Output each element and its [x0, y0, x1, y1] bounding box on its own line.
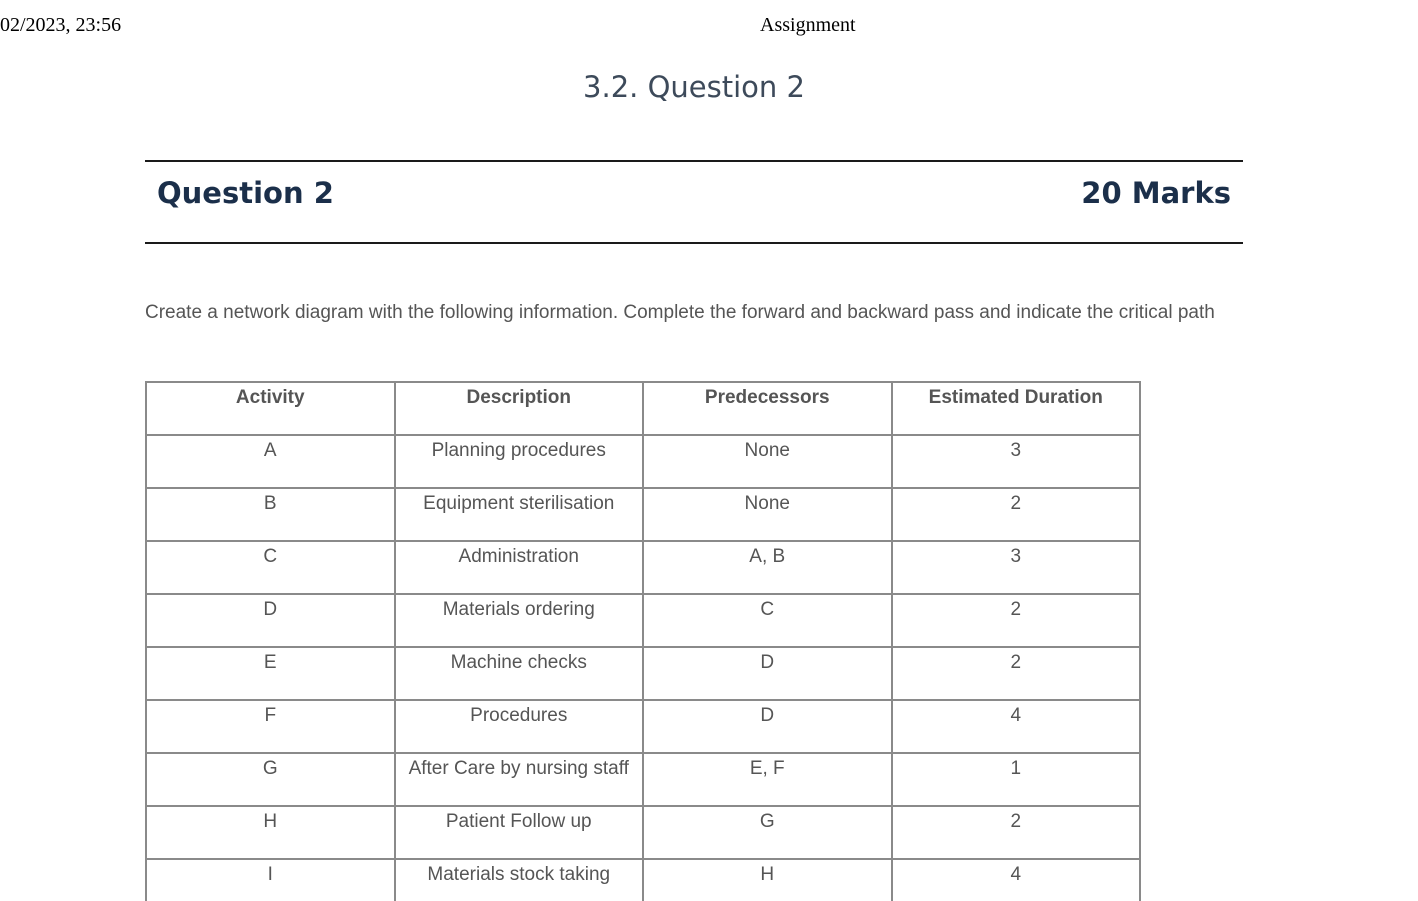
question-instructions: Create a network diagram with the following information. Complete the forward and backward pass and indicate the critical path [145, 302, 1215, 323]
print-document-title: Assignment [760, 14, 856, 36]
table-row [146, 594, 1140, 647]
cell-predecessors: None [643, 488, 892, 541]
question-header [145, 160, 1243, 244]
table-row [146, 488, 1140, 541]
table-row [146, 806, 1140, 859]
cell-description: Materials stock taking [395, 859, 644, 901]
cell-activity: I [146, 859, 395, 901]
cell-description: Patient Follow up [395, 806, 644, 859]
cell-duration: 2 [892, 488, 1141, 541]
cell-predecessors: D [643, 700, 892, 753]
table-row [146, 435, 1140, 488]
cell-predecessors: D [643, 647, 892, 700]
cell-description: Planning procedures [395, 435, 644, 488]
cell-duration: 1 [892, 753, 1141, 806]
cell-predecessors: C [643, 594, 892, 647]
cell-duration: 3 [892, 435, 1141, 488]
cell-predecessors: None [643, 435, 892, 488]
cell-duration: 2 [892, 647, 1141, 700]
cell-predecessors: G [643, 806, 892, 859]
table-row [146, 647, 1140, 700]
cell-description: After Care by nursing staff [395, 753, 644, 806]
cell-predecessors: E, F [643, 753, 892, 806]
cell-activity: D [146, 594, 395, 647]
cell-duration: 2 [892, 806, 1141, 859]
table-row [146, 859, 1140, 901]
question-title: Question 2 [157, 176, 334, 210]
print-header [0, 14, 1418, 42]
cell-description: Equipment sterilisation [395, 488, 644, 541]
cell-description: Machine checks [395, 647, 644, 700]
question-marks: 20 Marks [1081, 176, 1231, 210]
cell-activity: C [146, 541, 395, 594]
header-activity: Activity [146, 382, 395, 435]
cell-duration: 3 [892, 541, 1141, 594]
cell-description: Materials ordering [395, 594, 644, 647]
cell-description: Administration [395, 541, 644, 594]
header-predecessors: Predecessors [643, 382, 892, 435]
cell-duration: 4 [892, 700, 1141, 753]
cell-activity: E [146, 647, 395, 700]
cell-predecessors: A, B [643, 541, 892, 594]
table-row [146, 700, 1140, 753]
header-estimated-duration: Estimated Duration [892, 382, 1141, 435]
cell-activity: F [146, 700, 395, 753]
cell-duration: 2 [892, 594, 1141, 647]
cell-duration: 4 [892, 859, 1141, 901]
table-header-row [146, 382, 1140, 435]
cell-predecessors: H [643, 859, 892, 901]
cell-activity: B [146, 488, 395, 541]
cell-activity: A [146, 435, 395, 488]
activity-table [145, 381, 1141, 901]
table-row [146, 753, 1140, 806]
cell-activity: H [146, 806, 395, 859]
section-title: 3.2. Question 2 [583, 70, 805, 104]
cell-activity: G [146, 753, 395, 806]
cell-description: Procedures [395, 700, 644, 753]
table-row [146, 541, 1140, 594]
header-description: Description [395, 382, 644, 435]
print-timestamp: 02/2023, 23:56 [0, 14, 122, 36]
